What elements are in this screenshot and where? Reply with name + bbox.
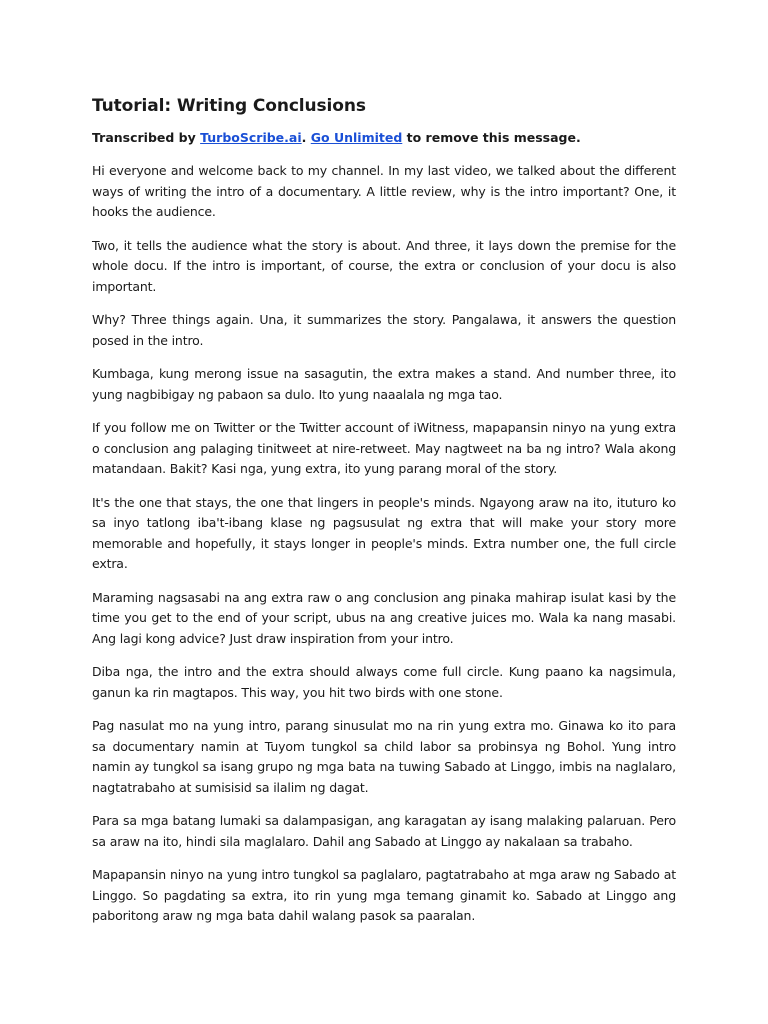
paragraph: Para sa mga batang lumaki sa dalampasigan, ang karagatan ay isang malaking palaruan. Pero sa araw na ito, hindi sila maglalaro. Dahil ang Sabado at Linggo ay nakalaan sa trabaho. bbox=[92, 813, 676, 849]
paragraph: Diba nga, the intro and the extra should always come full circle. Kung paano ka nagsimula, ganun ka rin magtapos. This way, you hit two birds with one stone. bbox=[92, 664, 676, 700]
document-page bbox=[92, 93, 676, 940]
notice-separator: . bbox=[301, 130, 311, 145]
go-unlimited-link[interactable]: Go Unlimited bbox=[310, 130, 403, 145]
turboscribe-link[interactable]: TurboScribe.ai bbox=[200, 130, 302, 145]
paragraph: If you follow me on Twitter or the Twitter account of iWitness, mapapansin ninyo na yung extra o conclusion ang palaging tinitweet at nire-retweet. May nagtweet na ba ng intro? Wala akong matandaan. Bakit? Kasi nga, yung extra, ito yung parang moral of the story. bbox=[92, 420, 676, 476]
paragraph: Kumbaga, kung merong issue na sasagutin, the extra makes a stand. And number three, ito yung nagbibigay ng pabaon sa dulo. Ito yung naaalala ng mga tao. bbox=[92, 366, 676, 402]
paragraph: Two, it tells the audience what the story is about. And three, it lays down the premise for the whole docu. If the intro is important, of course, the extra or conclusion of your docu is also important. bbox=[92, 237, 676, 294]
notice-suffix: to remove this message. bbox=[402, 130, 581, 145]
document-title: Tutorial: Writing Conclusions bbox=[92, 96, 366, 116]
paragraph: Pag nasulat mo na yung intro, parang sinusulat mo na rin yung extra mo. Ginawa ko ito para sa documentary namin at Tuyom tungkol sa child labor sa probinsya ng Bohol. Yung intro namin ay tungkol sa isang grupo ng mga bata na tuwing Sabado at Linggo, imbis na naglalaro, nagtatrabaho at sumisisid sa ilalim ng dagat. bbox=[92, 718, 676, 795]
paragraph: Why? Three things again. Una, it summarizes the story. Pangalawa, it answers the question posed in the intro. bbox=[92, 312, 676, 348]
paragraph: Maraming nagsasabi na ang extra raw o ang conclusion ang pinaka mahirap isulat kasi by the time you get to the end of your script, ubus na ang creative juices mo. Wala ka nang masabi. Ang lagi kong advice? Just draw inspiration from your intro. bbox=[92, 589, 676, 646]
notice-prefix: Transcribed by bbox=[92, 130, 201, 145]
paragraph: Hi everyone and welcome back to my channel. In my last video, we talked about the different ways of writing the intro of a documentary. A little review, why is the intro important? One, it hooks the audience. bbox=[92, 163, 676, 219]
paragraph: Mapapansin ninyo na yung intro tungkol sa paglalaro, pagtatrabaho at mga araw ng Sabado at Linggo. So pagdating sa extra, ito rin yung mga temang ginamit ko. Sabado at Linggo ang paboritong araw ng mga bata dahil walang pasok sa paaralan. bbox=[92, 867, 676, 923]
transcription-notice bbox=[92, 128, 676, 148]
paragraph: It's the one that stays, the one that lingers in people's minds. Ngayong araw na ito, ituturo ko sa inyo tatlong iba't-ibang klase ng pagsusulat ng extra that will make your story more memorable and hopefully, it stays longer in people's minds. Extra number one, the full circle extra. bbox=[92, 494, 676, 571]
